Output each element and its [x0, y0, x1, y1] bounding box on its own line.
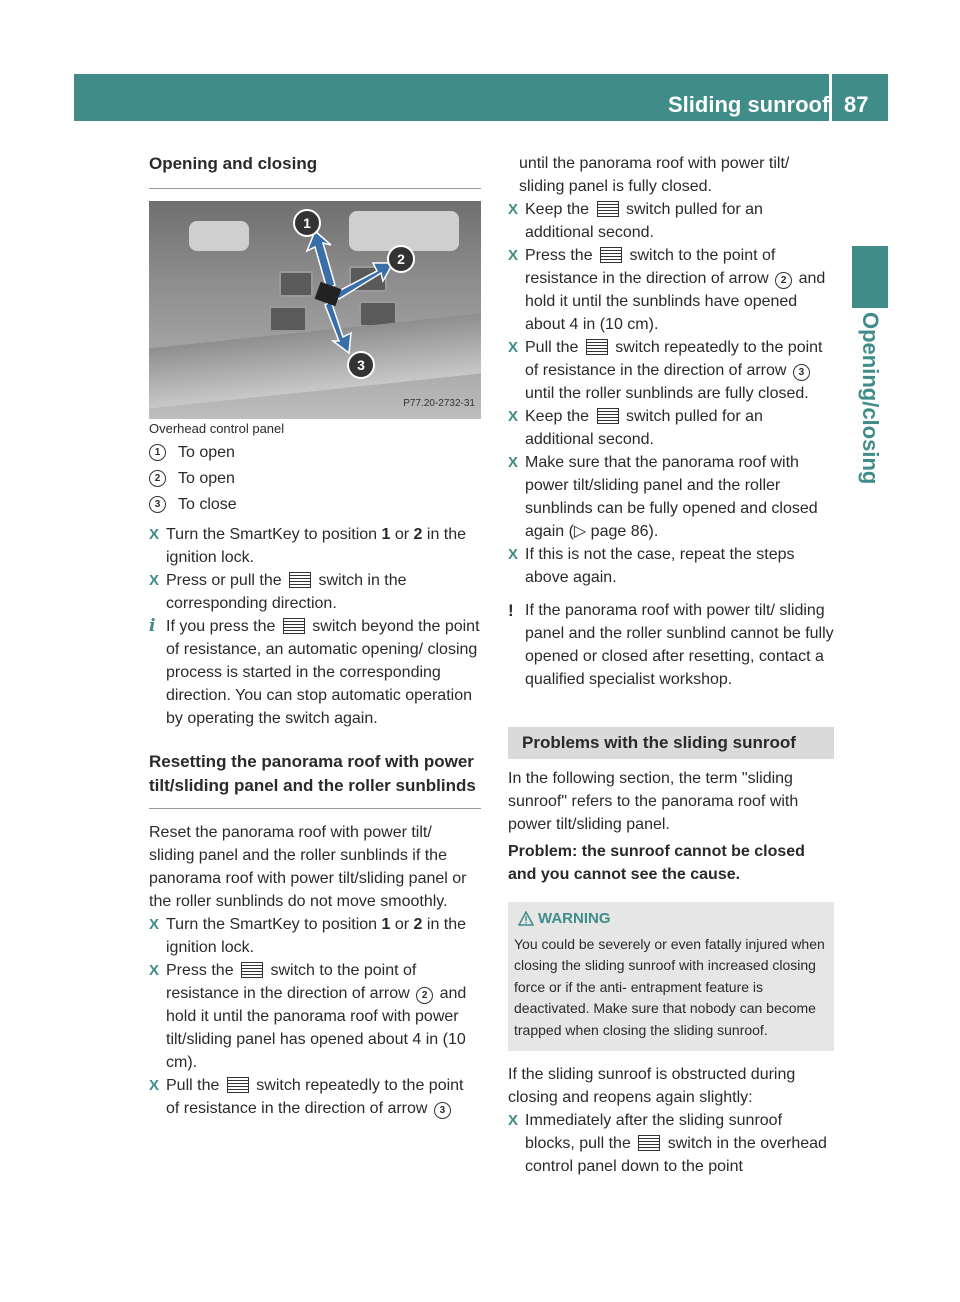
instruction-step: X If this is not the case, repeat the steps above again. — [508, 546, 795, 586]
continued-text: until the panorama roof with power tilt/ sliding panel is fully closed. — [519, 155, 790, 195]
arrow-up-icon — [307, 231, 335, 289]
callout-1: 1 — [293, 209, 321, 237]
switch-icon — [638, 1135, 660, 1151]
section-heading-opening: Opening and closing — [149, 154, 318, 173]
header-divider — [829, 74, 832, 121]
legend-item — [149, 439, 481, 465]
header-title: Sliding sunroof — [668, 92, 830, 117]
instruction-step: X Immediately after the sliding sunroof blocks, pull the switch in the overhead control panel down to the point — [508, 1112, 827, 1175]
legend-text: To open — [178, 469, 235, 487]
right-column — [508, 152, 834, 1178]
switch-icon — [586, 339, 608, 355]
photo-code: P77.20-2732-31 — [403, 398, 475, 409]
callout-3: 3 — [347, 351, 375, 379]
legend-text: To open — [178, 443, 235, 461]
problems-intro: In the following section, the term "sliding sunroof" refers to the panorama roof with power tilt/sliding panel. — [508, 770, 799, 833]
obstructed-text: If the sliding sunroof is obstructed during closing and reopens again slightly: — [508, 1066, 796, 1106]
switch-icon — [241, 962, 263, 978]
instruction-step: X Keep the switch pulled for an additional second. — [508, 201, 763, 241]
arrow-number: 2 — [775, 272, 792, 289]
switch-icon — [283, 618, 305, 634]
section-heading-reset: Resetting the panorama roof with power tilt/sliding panel and the roller sunblinds — [149, 752, 476, 795]
switch-icon — [597, 408, 619, 424]
reset-intro: Reset the panorama roof with power tilt/ sliding panel and the roller sunblinds if the panorama roof with power tilt/sliding panel or the roller sunblinds do not move smoothly. — [149, 824, 467, 910]
instruction-step: X Press the switch to the point of resistance in the direction of arrow 2 and hold it until the panorama roof with power tilt/sliding panel has opened about 4 in (10 cm). — [149, 962, 467, 1071]
legend-item — [149, 465, 481, 491]
warning-triangle-icon — [518, 911, 534, 926]
legend-number: 1 — [149, 444, 166, 461]
info-note: i If you press the switch beyond the point of resistance, an automatic opening/ closing process is started in the corresponding direction. You can stop automatic operation by operating the switch again. — [149, 616, 480, 727]
switch-icon — [597, 201, 619, 217]
instruction-step: X Make sure that the panorama roof with power tilt/sliding panel and the roller sunblinds can be fully opened and closed again (▷ page 86). — [508, 454, 818, 540]
legend-number: 3 — [149, 496, 166, 513]
arrow-number: 3 — [793, 364, 810, 381]
instruction-step: X Pull the switch repeatedly to the point of resistance in the direction of arrow 3 until the roller sunblinds are fully closed. — [508, 339, 823, 402]
arrow-down-icon — [325, 301, 351, 353]
info-icon: i — [149, 616, 156, 636]
sunroof-switch-shape — [315, 282, 342, 306]
instruction-step: X Keep the switch pulled for an additional second. — [508, 408, 763, 448]
side-tab — [852, 246, 888, 308]
photo-caption: Overhead control panel — [149, 421, 285, 436]
switch-icon — [289, 572, 311, 588]
instruction-step: X Pull the switch repeatedly to the point of resistance in the direction of arrow 3 — [149, 1077, 464, 1117]
arrow-number: 3 — [434, 1102, 451, 1119]
warning-text: You could be severely or even fatally injured when closing the sliding sunroof with increased closing force or if the anti- entrapment feature is deactivated. Make sure that nobody can become trapped when closing the sliding sunroof. — [514, 935, 825, 1038]
switch-icon — [227, 1077, 249, 1093]
caution-note: ! If the panorama roof with power tilt/ sliding panel and the roller sunblind cannot be fully opened or closed after resetting, contact a qualified specialist workshop. — [508, 601, 834, 688]
page-number: 87 — [844, 92, 869, 117]
warning-title: WARNING — [514, 908, 828, 930]
legend-text: To close — [178, 495, 237, 513]
instruction-step: X Turn the SmartKey to position 1 or 2 in the ignition lock. — [149, 526, 467, 566]
arrow-right-icon — [335, 263, 393, 299]
side-label-text: Opening/closing — [858, 312, 883, 485]
overhead-panel-photo — [149, 201, 481, 419]
callout-2: 2 — [387, 245, 415, 273]
legend-item — [149, 491, 481, 517]
problem-title: Problem: the sunroof cannot be closed and you cannot see the cause. — [508, 843, 805, 883]
problems-heading: Problems with the sliding sunroof — [508, 727, 834, 759]
legend-number: 2 — [149, 470, 166, 487]
left-column — [149, 152, 481, 1120]
page-ref-icon: ▷ — [573, 523, 587, 540]
arrow-number: 2 — [416, 987, 433, 1004]
warning-box — [508, 902, 834, 1051]
instruction-step: X Turn the SmartKey to position 1 or 2 in the ignition lock. — [149, 916, 467, 956]
divider — [149, 188, 481, 189]
divider — [149, 808, 481, 809]
switch-icon — [600, 247, 622, 263]
instruction-step: X Press the switch to the point of resistance in the direction of arrow 2 and hold it until the sunblinds have opened about 4 in (10 cm). — [508, 247, 826, 333]
side-label — [856, 312, 886, 632]
exclamation-icon: ! — [508, 601, 514, 620]
instruction-step: X Press or pull the switch in the corresponding direction. — [149, 572, 407, 612]
